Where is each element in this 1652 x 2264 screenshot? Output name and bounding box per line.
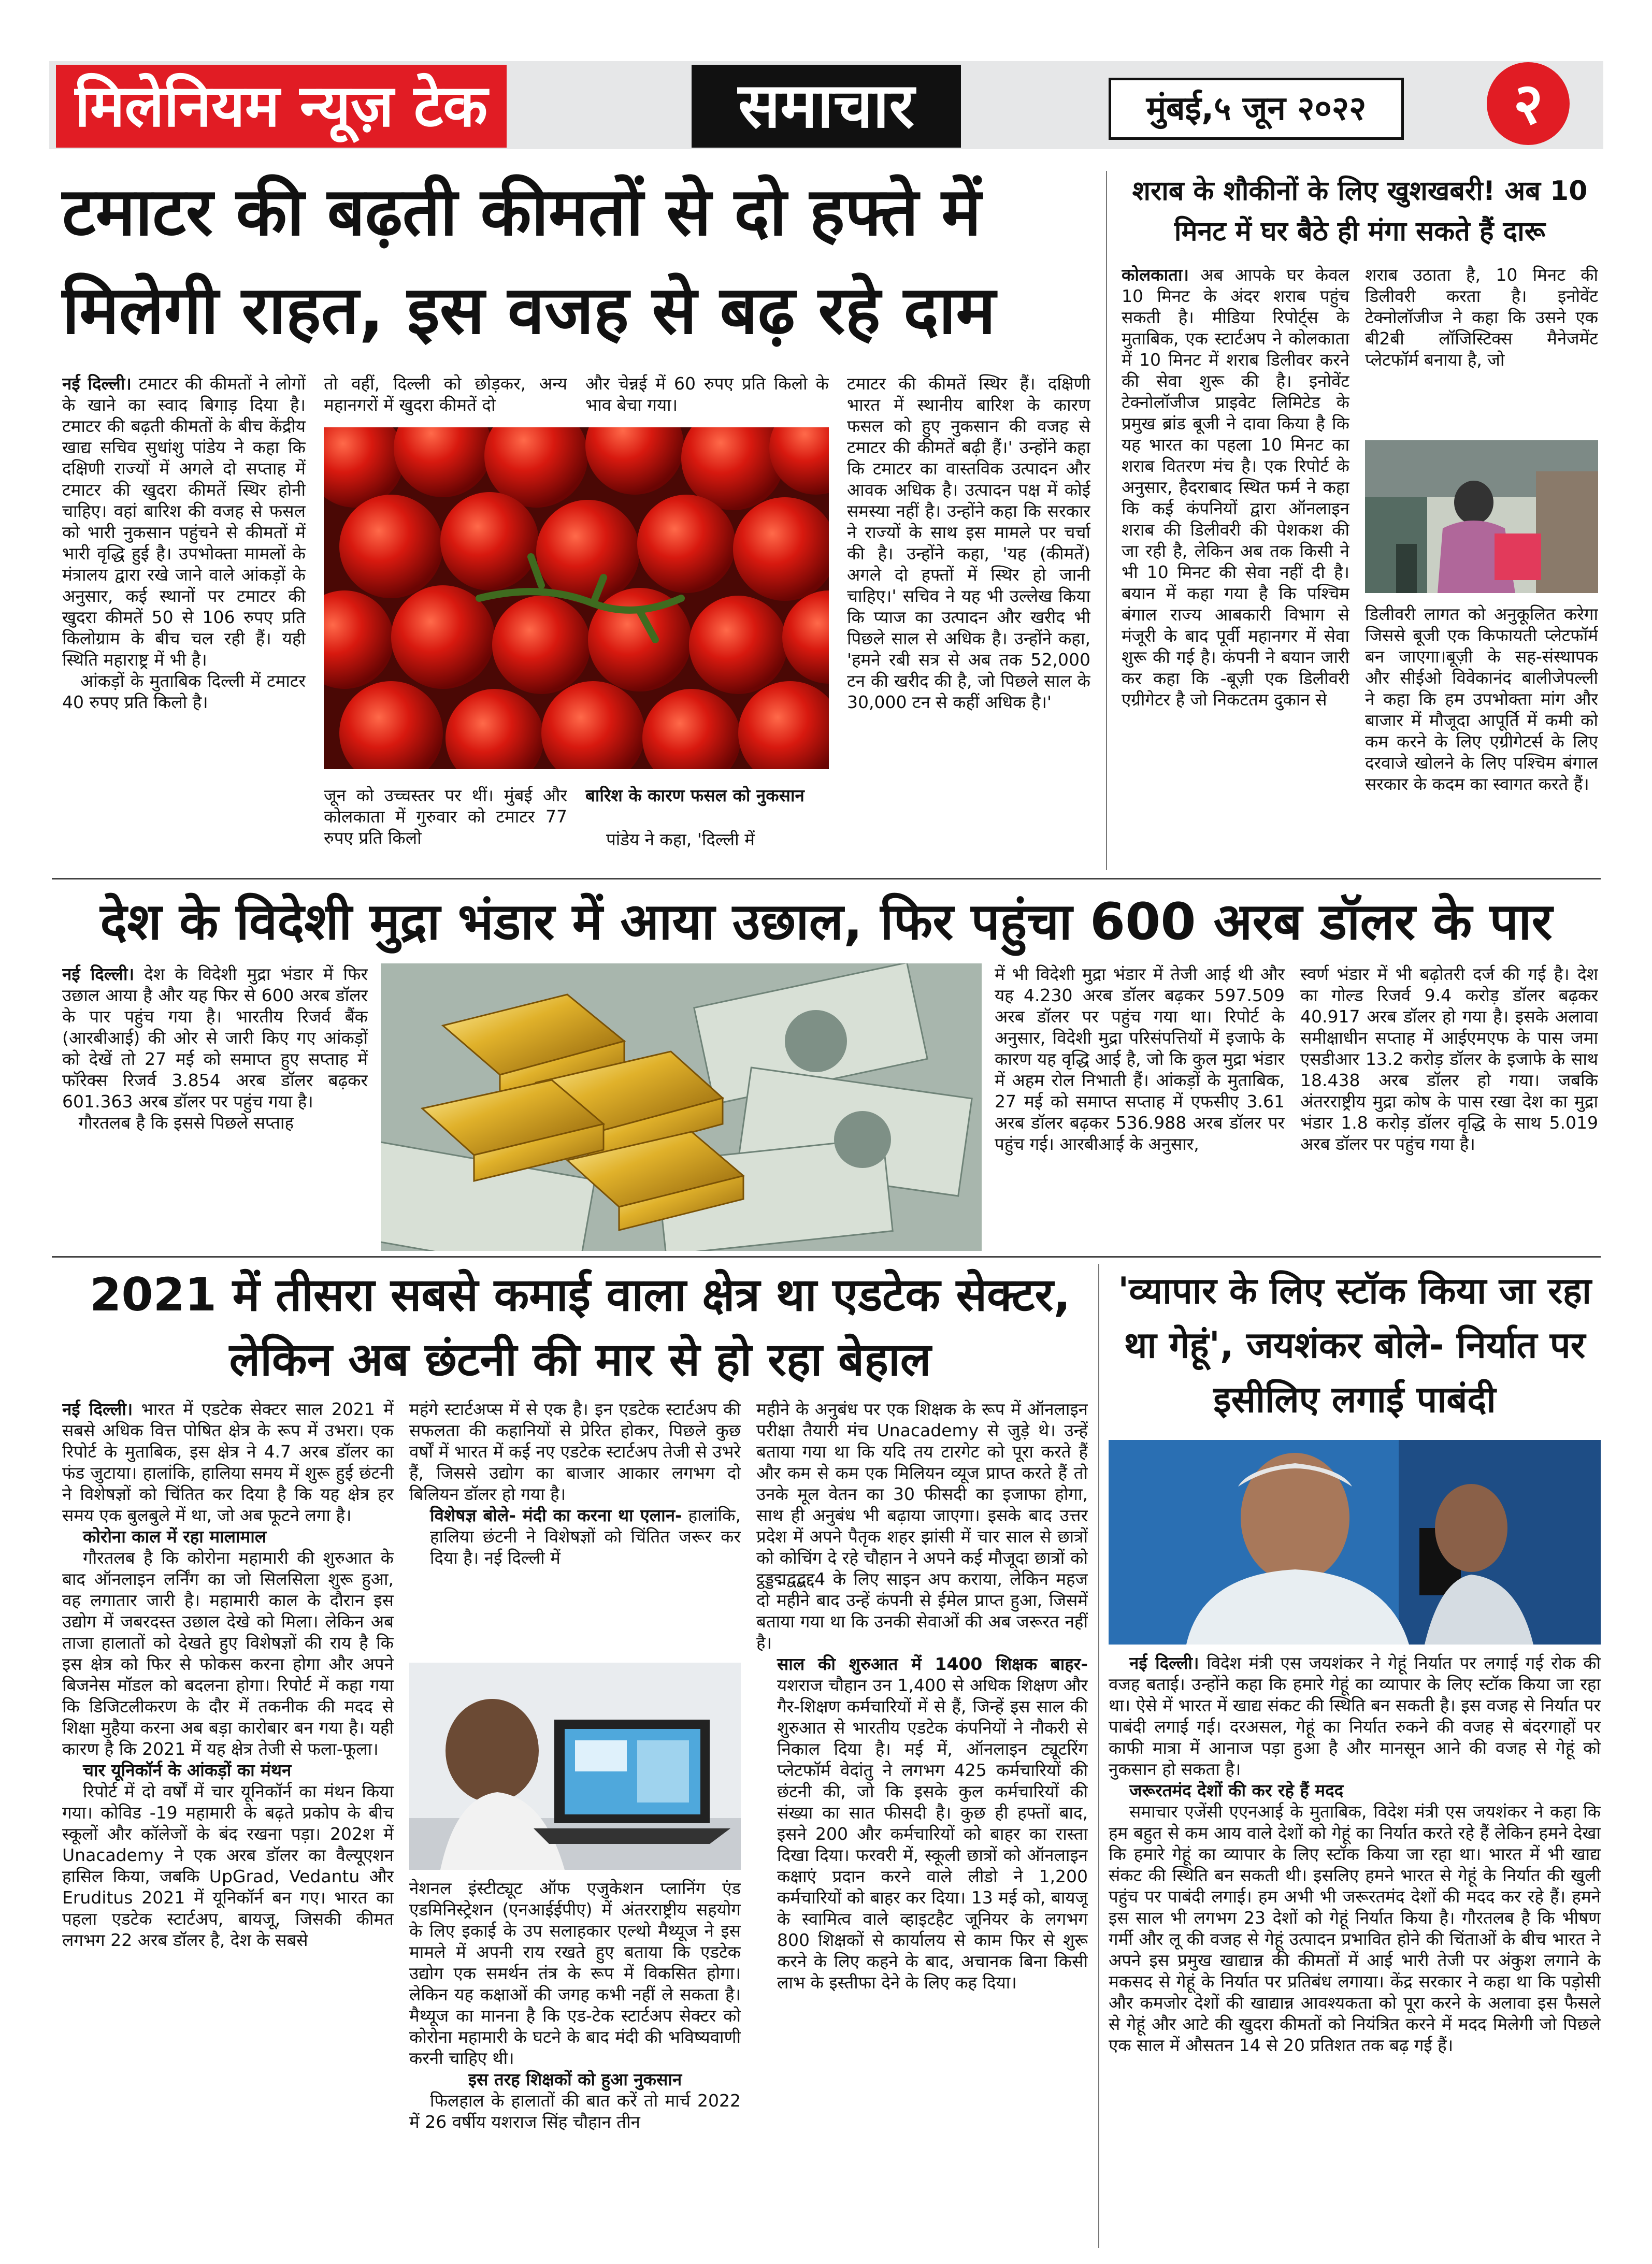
tomato-column-3-top: और चेन्नई में 60 रुपए प्रति किलो के भाव बेचा गया। bbox=[585, 373, 829, 415]
edtech-dateline: नई दिल्ली। bbox=[62, 1399, 133, 1419]
edtech-col1-p2: गौरतलब है कि कोरोना महामारी की शुरुआत के बाद ऑनलाइन लर्निंग का जो सिलसिला शुरू हुआ, वह लगातार जारी है। महामारी काल के दौरान इस उद्योग में जबरदस्त उछाल देखे को मिला। लेकिन अब ताजा हालातों को देखते हुए विशेषज्ञों की राय है कि इस क्षेत्र को फिर से फोकस करना होगा और अपने बिजनेस मॉडल को बदलना होगा। रिपोर्ट में कहा गया कि डिजिटलीकरण के दौर में तकनीक की मदद से शिक्षा मुहैया करना अब बड़ा कारोबार बन गया है। यही कारण है कि 2021 में यह क्षेत्र तेजी से फला-फूला। bbox=[62, 1548, 394, 1759]
forex-column-2: में भी विदेशी मुद्रा भंडार में तेजी आई थी और यह 4.230 अरब डॉलर बढ़कर 597.509 अरब डॉलर पर पहुंच गया था। रिपोर्ट के अनुसार, विदेशी मुद्रा परिसंपत्तियों में इजाफे के कारण यह वृद्धि आई है, जो कि कुल मुद्रा भंडार में अहम रोल निभाती हैं। आंकड़ों के मुताबिक, 27 मई को समाप्त सप्ताह में एफसीए 3.61 अरब डॉलर बढ़कर 536.988 अरब डॉलर पर पहुंच गई। आरबीआई के अनुसार, bbox=[995, 964, 1285, 1154]
column-divider bbox=[1106, 171, 1107, 870]
edtech-headline-line1: 2021 में तीसरा सबसे कमाई वाला क्षेत्र था एडटेक सेक्टर, bbox=[90, 1268, 1071, 1321]
child-laptop-image bbox=[409, 1663, 741, 1870]
edtech-column-2-bottom bbox=[409, 1878, 741, 2248]
wheat-col-p1: विदेश मंत्री एस जयशंकर ने गेहूं निर्यात पर लगाई गई रोक की वजह बताई। उन्होंने कहा कि हमारे गेहूं का व्यापार के लिए स्टॉक किया जा रहा था। ऐसे में भारत में खाद्य संकट की स्थिति बन सकती है। इस वजह से निर्यात पर पाबंदी लगाई गई। दरअसल, गेहूं का निर्यात रुकने की वजह से बंदरगाहों पर काफी मात्रा में आनाज पड़ा हुआ है और मानसून आने की वजह से गेहूं को नुकसान हो सकता है। bbox=[1109, 1653, 1601, 1779]
tomato-column-2-bottom: जून को उच्चस्तर पर थीं। मुंबई और कोलकाता में गुरुवार को टमाटर 77 रुपए प्रति किलो bbox=[324, 785, 567, 848]
section-rule bbox=[52, 878, 1601, 879]
tomato-column-1 bbox=[62, 373, 306, 870]
edtech-col2-top-text: महंगे स्टार्टअप्स में से एक है। इन एडटेक स्टार्टअप की सफलता की कहानियों से प्रेरित होकर, पिछले कुछ वर्षों में भारत में कई नए एडटेक स्टार्टअप तेजी से उभरे हैं, जिससे उद्योग का बाजार आकार लगभग दो बिलियन डॉलर हो गया है। bbox=[409, 1399, 741, 1504]
edtech-col3-text: महीने के अनुबंध पर एक शिक्षक के रूप में ऑनलाइन परीक्षा तैयारी मंच Unacademy से जुड़े थे। उन्हें बताया गया था कि यदि तय टारगेट को पूरा करते हैं और कम से कम एक मिलियन व्यूज प्राप्त करते हैं तो उनके मूल वेतन का 30 फीसदी का इजाफा होगा, साथ ही अनुबंध भी बढ़ाया जाएगा। इसके बाद उत्तर प्रदेश में अपने पैतृक शहर झांसी में चार साल से छात्रों को कोचिंग दे रहे चौहान ने अपने कई मौजूदा छात्रों को ट्ठड्डद्मद्वद्बद्द4 के लिए साइन अप कराया, लेकिन महज दो महीने बाद उन्हें कंपनी से ईमेल प्राप्त हुआ, जिसमें बताया गया था कि उनकी सेवाओं की अब जरूरत नहीं है। bbox=[756, 1399, 1088, 1653]
page-number: २ bbox=[1487, 62, 1570, 145]
tomato-headline-line2: मिलेगी राहत, इस वजह से बढ़ रहे दाम bbox=[62, 272, 996, 349]
forex-column-1 bbox=[62, 963, 368, 1253]
wheat-column bbox=[1109, 1652, 1601, 2248]
edtech-col1-text: भारत में एडटेक सेक्टर साल 2021 में सबसे अधिक वित्त पोषित क्षेत्र के रूप में उभरा। एक रिपोर्ट के मुताबिक, इस क्षेत्र ने 4.7 अरब डॉलर का फंड जुटाया। हालांकि, हालिया समय में शुरू हुई छंटनी ने विशेषज्ञों को चिंतित कर दिया है कि यह क्षेत्र हर समय एक बुलबुले में था, जो अब फूटने लगा है। bbox=[62, 1399, 394, 1525]
column-divider-2 bbox=[1098, 1264, 1099, 2248]
tomato-photo bbox=[324, 427, 829, 769]
tomatoes-image bbox=[324, 427, 829, 769]
tomato-subheading: बारिश के कारण फसल को नुकसान bbox=[585, 785, 805, 805]
forex-headline: देश के विदेशी मुद्रा भंडार में आया उछाल, फिर पहुंचा 600 अरब डॉलर के पार bbox=[100, 892, 1553, 951]
liquor-col1-text: अब आपके घर केवल 10 मिनट के अंदर शराब पहुंच सकती है। मीडिया रिपोर्ट्स के मुताबिक, एक स्टार्टअप ने कोलकाता में 10 मिनट में शराब डिलीवर करने की सेवा शुरू की है। इनोवेंट टेक्नोलॉजीज प्राइवेट लिमिटेड के प्रमुख ब्रांड बूजी ने दावा किया है कि यह भारत का पहला 10 मिनट का शराब वितरण मंच है। एक रिपोर्ट के अनुसार, हैदराबाद स्थित फर्म ने कहा कि कई कंपनियों द्वारा ऑनलाइन शराब की डिलीवरी की पेशकश की जा रही है, लेकिन अब तक किसी ने भी 10 मिनट की सेवा नहीं दी है।बयान में कहा गया है कि पश्चिम बंगाल राज्य आबकारी विभाग से मंजूरी के बाद पूर्वी महानगर में सेवा शुरू की गई है। कंपनी ने बयान जारी कर कहा कि -बूज़ी एक डिलीवरी एग्रीगेटर है जो निकटतम दुकान से bbox=[1122, 265, 1349, 710]
gold-and-dollars-image bbox=[381, 963, 982, 1251]
paper-logo: मिलेनियम न्यूज़ टेक bbox=[56, 65, 507, 148]
forex-col1-text: देश के विदेशी मुद्रा भंडार में फिर उछाल आया है और यह फिर से 600 अरब डॉलर के पार पहुंच गया है। भारतीय रिजर्व बैंक (आरबीआई) की ओर से जारी किए गए आंकड़ों को देखें तो 27 मई को समाप्त हुए सप्ताह में फॉरेक्स रिजर्व 3.854 अरब डॉलर बढ़कर 601.363 अरब डॉलर पर पहुंच गया है। bbox=[62, 964, 368, 1112]
tomato-col1-text: टमाटर की कीमतों ने लोगों के खाने का स्वाद बिगाड़ दिया है। टमाटर की बढ़ती कीमतों के बीच केंद्रीय खाद्य सचिव सुधांशु पांडेय ने कहा कि दक्षिणी राज्यों में अगले दो सप्ताह में टमाटर की खुदरा कीमतें स्थिर होनी चाहिए। वहां बारिश की वजह से फसल को भारी नुकसान पहुंचने से कीमतों में भारी वृद्धि हुई है। उपभोक्ता मामलों के मंत्रालय द्वारा रखे जाने वाले आंकड़ों के अनुसार, कई स्थानों पर टमाटर की खुदरा कीमतें 50 से 106 रुपए प्रति किलोग्राम के बीच चल रही हैं। यही स्थिति महाराष्ट्र में भी है। bbox=[62, 373, 306, 670]
liquor-column-1 bbox=[1122, 264, 1349, 870]
tomato-column-3-bottom: पांडेय ने कहा, 'दिल्ली में bbox=[606, 829, 755, 849]
edtech-col2-p3: फिलहाल के हालातों की बात करें तो मार्च 2022 में 26 वर्षीय यशराज सिंह चौहान तीन bbox=[409, 2090, 741, 2132]
tomato-col1-text-b: आंकड़ों के मुताबिक दिल्ली में टमाटर 40 रुपए प्रति किलो है। bbox=[62, 671, 306, 712]
section-title: समाचार bbox=[692, 65, 961, 148]
delivery-rider-image bbox=[1365, 440, 1598, 593]
forex-column-3: स्वर्ण भंडार में भी बढ़ोतरी दर्ज की गई है। देश का गोल्ड रिजर्व 9.4 करोड़ डॉलर बढ़कर 40.917 अरब डॉलर हो गया है। इसके अलावा समीक्षाधीन सप्ताह में आईएमएफ के पास जमा एसडीआर 13.2 करोड़ डॉलर के इजाफे के साथ 18.438 अरब डॉलर हो गया। जबकि अंतरराष्ट्रीय मुद्रा कोष के पास रखा देश का मुद्रा भंडार 1.8 करोड़ डॉलर वृद्धि के साथ 5.019 अरब डॉलर पर पहुंच गया है। bbox=[1300, 964, 1598, 1154]
tomato-headline-line1: टमाटर की बढ़ती कीमतों से दो हफ्ते में bbox=[62, 174, 981, 251]
section-rule-2 bbox=[52, 1256, 1601, 1258]
edtech-column-1 bbox=[62, 1398, 394, 2248]
edtech-col1-p3: रिपोर्ट में दो वर्षों में चार यूनिकॉर्न का मंथन किया गया। कोविड -19 महामारी के बढ़ते प्रकोप के बीच स्कूलों और कॉलेजों के बंद रखना पड़ा। 202श में Unacademy ने एक अरब डॉलर का वैल्यूएशन हासिल किया, जबकि UpGrad, Vedantu और Eruditus 2021 में यूनिकॉर्न बन गए। भारत का पहला एडटेक स्टार्टअप, बायजू, जिसकी कीमत लगभग 22 अरब डॉलर है, देश के सबसे bbox=[62, 1781, 394, 1950]
wheat-headline: 'व्यापार के लिए स्टॉक किया जा रहा था गेहूं', जयशंकर बोले- निर्यात पर इसीलिए लगाई पाबंदी bbox=[1118, 1270, 1591, 1421]
minister-speaking-image bbox=[1109, 1440, 1601, 1645]
edtech-col2-p2: हालांकि, हालिया छंटनी ने विशेषज्ञों को चिंतित जरूर कर दिया है। नई दिल्ली में bbox=[430, 1505, 741, 1568]
tomato-column-2-top: तो वहीं, दिल्ली को छोड़कर, अन्य महानगरों में खुदरा कीमतें दो bbox=[324, 373, 567, 415]
edtech-column-3 bbox=[756, 1398, 1088, 2248]
tomato-column-4: टमाटर की कीमतें स्थिर हैं। दक्षिणी भारत में स्थानीय बारिश के कारण फसल को हुए नुकसान की वजह से टमाटर की कीमतें बढ़ी हैं।' उन्होंने कहा कि टमाटर का वास्तविक उत्पादन और आवक अधिक है। उत्पादन पक्ष में कोई समस्या नहीं है। उन्होंने कहा कि सरकार ने राज्यों के साथ इस मामले पर चर्चा की है। उन्होंने कहा, 'यह (कीमतें) अगले दो हफ्तों में स्थिर हो जानी चाहिए।' सचिव ने यह भी उल्लेख किया कि प्याज का उत्पादन और खरीद भी पिछले साल से अधिक है। उन्होंने कहा, 'हमने रबी सत्र से अब तक 52,000 टन की खरीद की है, जो पिछले साल के 30,000 टन से कहीं अधिक है।' bbox=[847, 373, 1090, 712]
edtech-column-2-top bbox=[409, 1398, 741, 1657]
delivery-photo bbox=[1365, 440, 1598, 593]
forex-dateline: नई दिल्ली। bbox=[62, 964, 135, 984]
online-class-photo bbox=[409, 1663, 741, 1870]
edtech-subheading-2: चार यूनिकॉर्न के आंकड़ों का मंथन bbox=[83, 1760, 292, 1780]
edtech-col2-bottom-text: नेशनल इंस्टीट्यूट ऑफ एजुकेशन प्लानिंग एंड एडमिनिस्ट्रेशन (एनआईईपीए) में अंतरराष्ट्रीय सहयोग के लिए इकाई के उप सलाहकार एल्थो मैथ्यूज ने इस मामले में अपनी राय रखते हुए बताया कि एडटेक उद्योग एक समर्थन तंत्र के रूप में विकसित होगा। लेकिन यह कक्षाओं की जगह कभी नहीं ले सकता है। मैथ्यूज का मानना है कि एड-टेक स्टार्टअप सेक्टर को कोरोना महामारी के घटने के बाद मंदी की भविष्यवाणी करनी चाहिए थी। bbox=[409, 1878, 741, 2068]
jaishankar-photo bbox=[1109, 1440, 1601, 1645]
wheat-dateline: नई दिल्ली। bbox=[1129, 1653, 1199, 1673]
forex-col1-text-b: गौरतलब है कि इससे पिछले सप्ताह bbox=[78, 1113, 294, 1133]
issue-date: मुंबई,५ जून २०२२ bbox=[1109, 78, 1404, 140]
liquor-column-2-bottom: डिलीवरी लागत को अनुकूलित करेगा जिससे बूजी एक किफायती प्लेटफॉर्म बन जाएगा।बूज़ी के सह-संस्थापक और सीईओ विवेकानंद बालीजेपल्ली ने कहा कि हम उपभोक्ता मांग और बाजार में मौजूदा आपूर्ति में कमी को कम करने के लिए एग्रीगेटर्स के लिए दरवाजे खोलने के लिए पश्चिम बंगाल सरकार के कदम का स्वागत करते हैं। bbox=[1365, 604, 1598, 794]
edtech-subheading-1: कोरोना काल में रहा मालामाल bbox=[83, 1526, 267, 1547]
liquor-column-2-top: शराब उठाता है, 10 मिनट की डिलीवरी करता है। इनोवेंट टेक्नोलॉजीज ने कहा कि उसने एक बी2बी लॉजिस्टिक्स मैनेजमेंट प्लेटफॉर्म बनाया है, जो bbox=[1365, 265, 1598, 370]
edtech-subheading-3: विशेषज्ञ बोले- मंदी का करना था एलान- bbox=[430, 1505, 682, 1525]
gold-bars-photo bbox=[381, 963, 982, 1251]
edtech-col3-p2: यशराज चौहान उन 1,400 से अधिक शिक्षण और गैर-शिक्षण कर्मचारियों में से हैं, जिन्हें इस साल की शुरुआत से भारतीय एडटेक कंपनियों ने नौकरी से निकाल दिया है। मई में, ऑनलाइन ट्यूटरिंग प्लेटफॉर्म वेदांतु ने लगभग 425 कर्मचारियों की छंटनी की, जो कि इसके कुल कर्मचारियों की संख्या का सात फीसदी है। कुछ ही हफ्तों बाद, इसने 200 और कर्मचारियों को बाहर का रास्ता दिखा दिया। फरवरी में, स्कूली छात्रों को ऑनलाइन कक्षाएं प्रदान करने वाले लीडो ने 1,200 कर्मचारियों को बाहर कर दिया। 13 मई को, बायजू के स्वामित्व वाले व्हाइटहैट जूनियर के लगभग 800 शिक्षकों से कार्यालय से काम फिर से शुरू करने के लिए कहने के बाद, अचानक बिना किसी लाभ के इस्तीफा देने के लिए कह दिया। bbox=[777, 1675, 1088, 1993]
liquor-dateline: कोलकाता। bbox=[1122, 265, 1189, 285]
tomato-dateline: नई दिल्ली। bbox=[62, 373, 132, 394]
liquor-headline: शराब के शौकीनों के लिए खुशखबरी! अब 10 मिनट में घर बैठे ही मंगा सकते हैं दारू bbox=[1132, 176, 1588, 247]
edtech-headline-line2: लेकिन अब छंटनी की मार से हो रहा बेहाल bbox=[229, 1333, 931, 1386]
wheat-subheading: जरूरतमंद देशों की कर रहे हैं मदद bbox=[1129, 1780, 1344, 1800]
edtech-subheading-5: साल की शुरुआत में 1400 शिक्षक बाहर- bbox=[777, 1654, 1088, 1674]
wheat-col-p2: समाचार एजेंसी एएनआई के मुताबिक, विदेश मंत्री एस जयशंकर ने कहा कि हम बहुत से कम आय वाले देशों को गेहूं का निर्यात करते रहे हैं लेकिन हमने देखा कि हमारे गेहूं का व्यापार के लिए स्टॉक किया जा रहा था। भारत में भी खाद्य संकट की स्थिति बन सकती थी। इसलिए हमने भारत से गेहूं के निर्यात की खुली पहुंच पर पाबंदी लगाई। हम अभी भी जरूरतमंद देशों की मदद कर रहे हैं। हमने इस साल भी लगभग 23 देशों को गेहूं निर्यात किया है। गौरतलब है कि भीषण गर्मी और लू की वजह से गेहूं उत्पादन प्रभावित होने की चिंताओं के बीच भारत ने अपने इस प्रमुख खाद्यान्न की कीमतों में आई भारी तेजी पर अंकुश लगाने के मकसद से गेहूं के निर्यात पर प्रतिबंध लगाया। केंद्र सरकार ने कहा था कि पड़ोसी और कमजोर देशों की खाद्यान्न आवश्यकता को पूरा करने के अलावा इस फैसले से गेहूं और आटे की खुदरा कीमतों को नियंत्रित करने में मदद मिलेगी जो पिछले एक साल में औसतन 14 से 20 प्रतिशत तक बढ़ गई हैं। bbox=[1109, 1801, 1601, 2055]
edtech-subheading-4: इस तरह शिक्षकों को हुआ नुकसान bbox=[468, 2069, 682, 2089]
